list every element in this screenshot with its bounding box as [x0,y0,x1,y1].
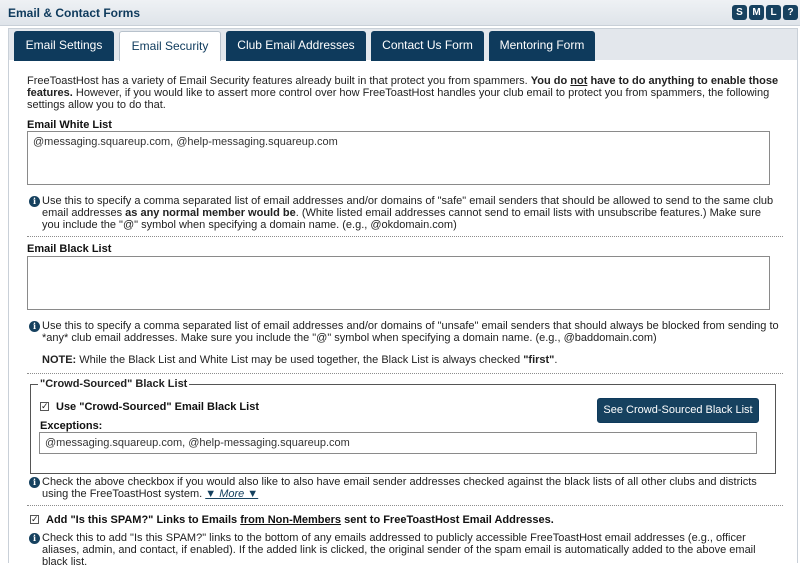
spam-links-help: Check this to add "Is this SPAM?" links to the bottom of any emails addressed to publicly accessible FreeToastHost email addresses (e.g., officer aliases, admin, and contact, if enabled). If the added link is clicked, the original sender of the spam email is automatically added to the above email black list. [42,532,756,568]
black-list-textarea[interactable] [27,256,770,310]
more-link[interactable]: ▼ More ▼ [205,488,259,500]
info-icon: i [29,196,40,207]
tab-bar [8,28,798,60]
spam-links-checkbox[interactable]: ✓ [31,514,39,524]
white-list-label: Email White List [27,119,112,131]
tab-email-security[interactable]: Email Security [119,31,221,61]
tab-email-settings[interactable]: Email Settings [14,31,114,61]
size-medium-button[interactable]: M [749,5,764,20]
tab-club-email-addresses[interactable]: Club Email Addresses [226,31,366,61]
crowd-sourced-checkbox-label: Use "Crowd-Sourced" Email Black List [56,401,259,413]
tab-contact-us-form[interactable]: Contact Us Form [371,31,484,61]
spam-links-label: Add "Is this SPAM?" Links to Emails from Non-Members sent to FreeToastHost Email Addresses. [46,514,554,526]
exceptions-input[interactable] [39,432,757,454]
black-list-note: NOTE: While the Black List and White List may be used together, the Black List is always checked "first". [42,354,558,366]
info-icon: i [29,321,40,332]
divider [27,373,783,374]
info-icon: i [29,533,40,544]
crowd-sourced-checkbox[interactable]: ✓ [41,401,49,411]
white-list-help: Use this to specify a comma separated list of email addresses and/or domains of "safe" email senders that should be allowed to send to the same club email addresses as any normal member would be. (White listed email addresses cannot send to email lists with unsubscribe features.) Make sure you include the "@" symbol when specifying a domain name. (e.g., @okdomain.com) [42,195,774,231]
black-list-label: Email Black List [27,243,112,255]
panel-title: Email & Contact Forms [8,6,141,20]
tab-mentoring-form[interactable]: Mentoring Form [489,31,595,61]
crowd-sourced-legend: "Crowd-Sourced" Black List [40,378,188,390]
size-large-button[interactable]: L [766,5,781,20]
size-buttons [732,5,798,20]
crowd-sourced-help: Check the above checkbox if you would also like to also have email sender addresses checked against the black lists of all other clubs and districts using the FreeToastHost system. ▼ More ▼ [42,476,757,500]
divider [27,236,783,237]
divider [27,505,783,506]
size-small-button[interactable]: S [732,5,747,20]
see-crowd-sourced-black-list-button[interactable]: See Crowd-Sourced Black List [597,398,759,423]
help-button[interactable]: ? [783,5,798,20]
white-list-textarea[interactable] [27,131,770,185]
panel-header [0,0,800,26]
black-list-help: Use this to specify a comma separated list of email addresses and/or domains of "unsafe" email senders that should always be blocked from sending to *any* club email addresses. Make sure you include the "@" symbol when specifying a domain name. (e.g., @baddomain.com) [42,320,779,344]
intro-text: FreeToastHost has a variety of Email Security features already built in that protect you from spammers. You do not have to do anything to enable those features. However, if you would like to assert more control over how FreeToastHost handles your club email to protect you from spammers, the following settings allow you to do that. [27,75,779,111]
info-icon: i [29,477,40,488]
exceptions-label: Exceptions: [40,420,103,432]
